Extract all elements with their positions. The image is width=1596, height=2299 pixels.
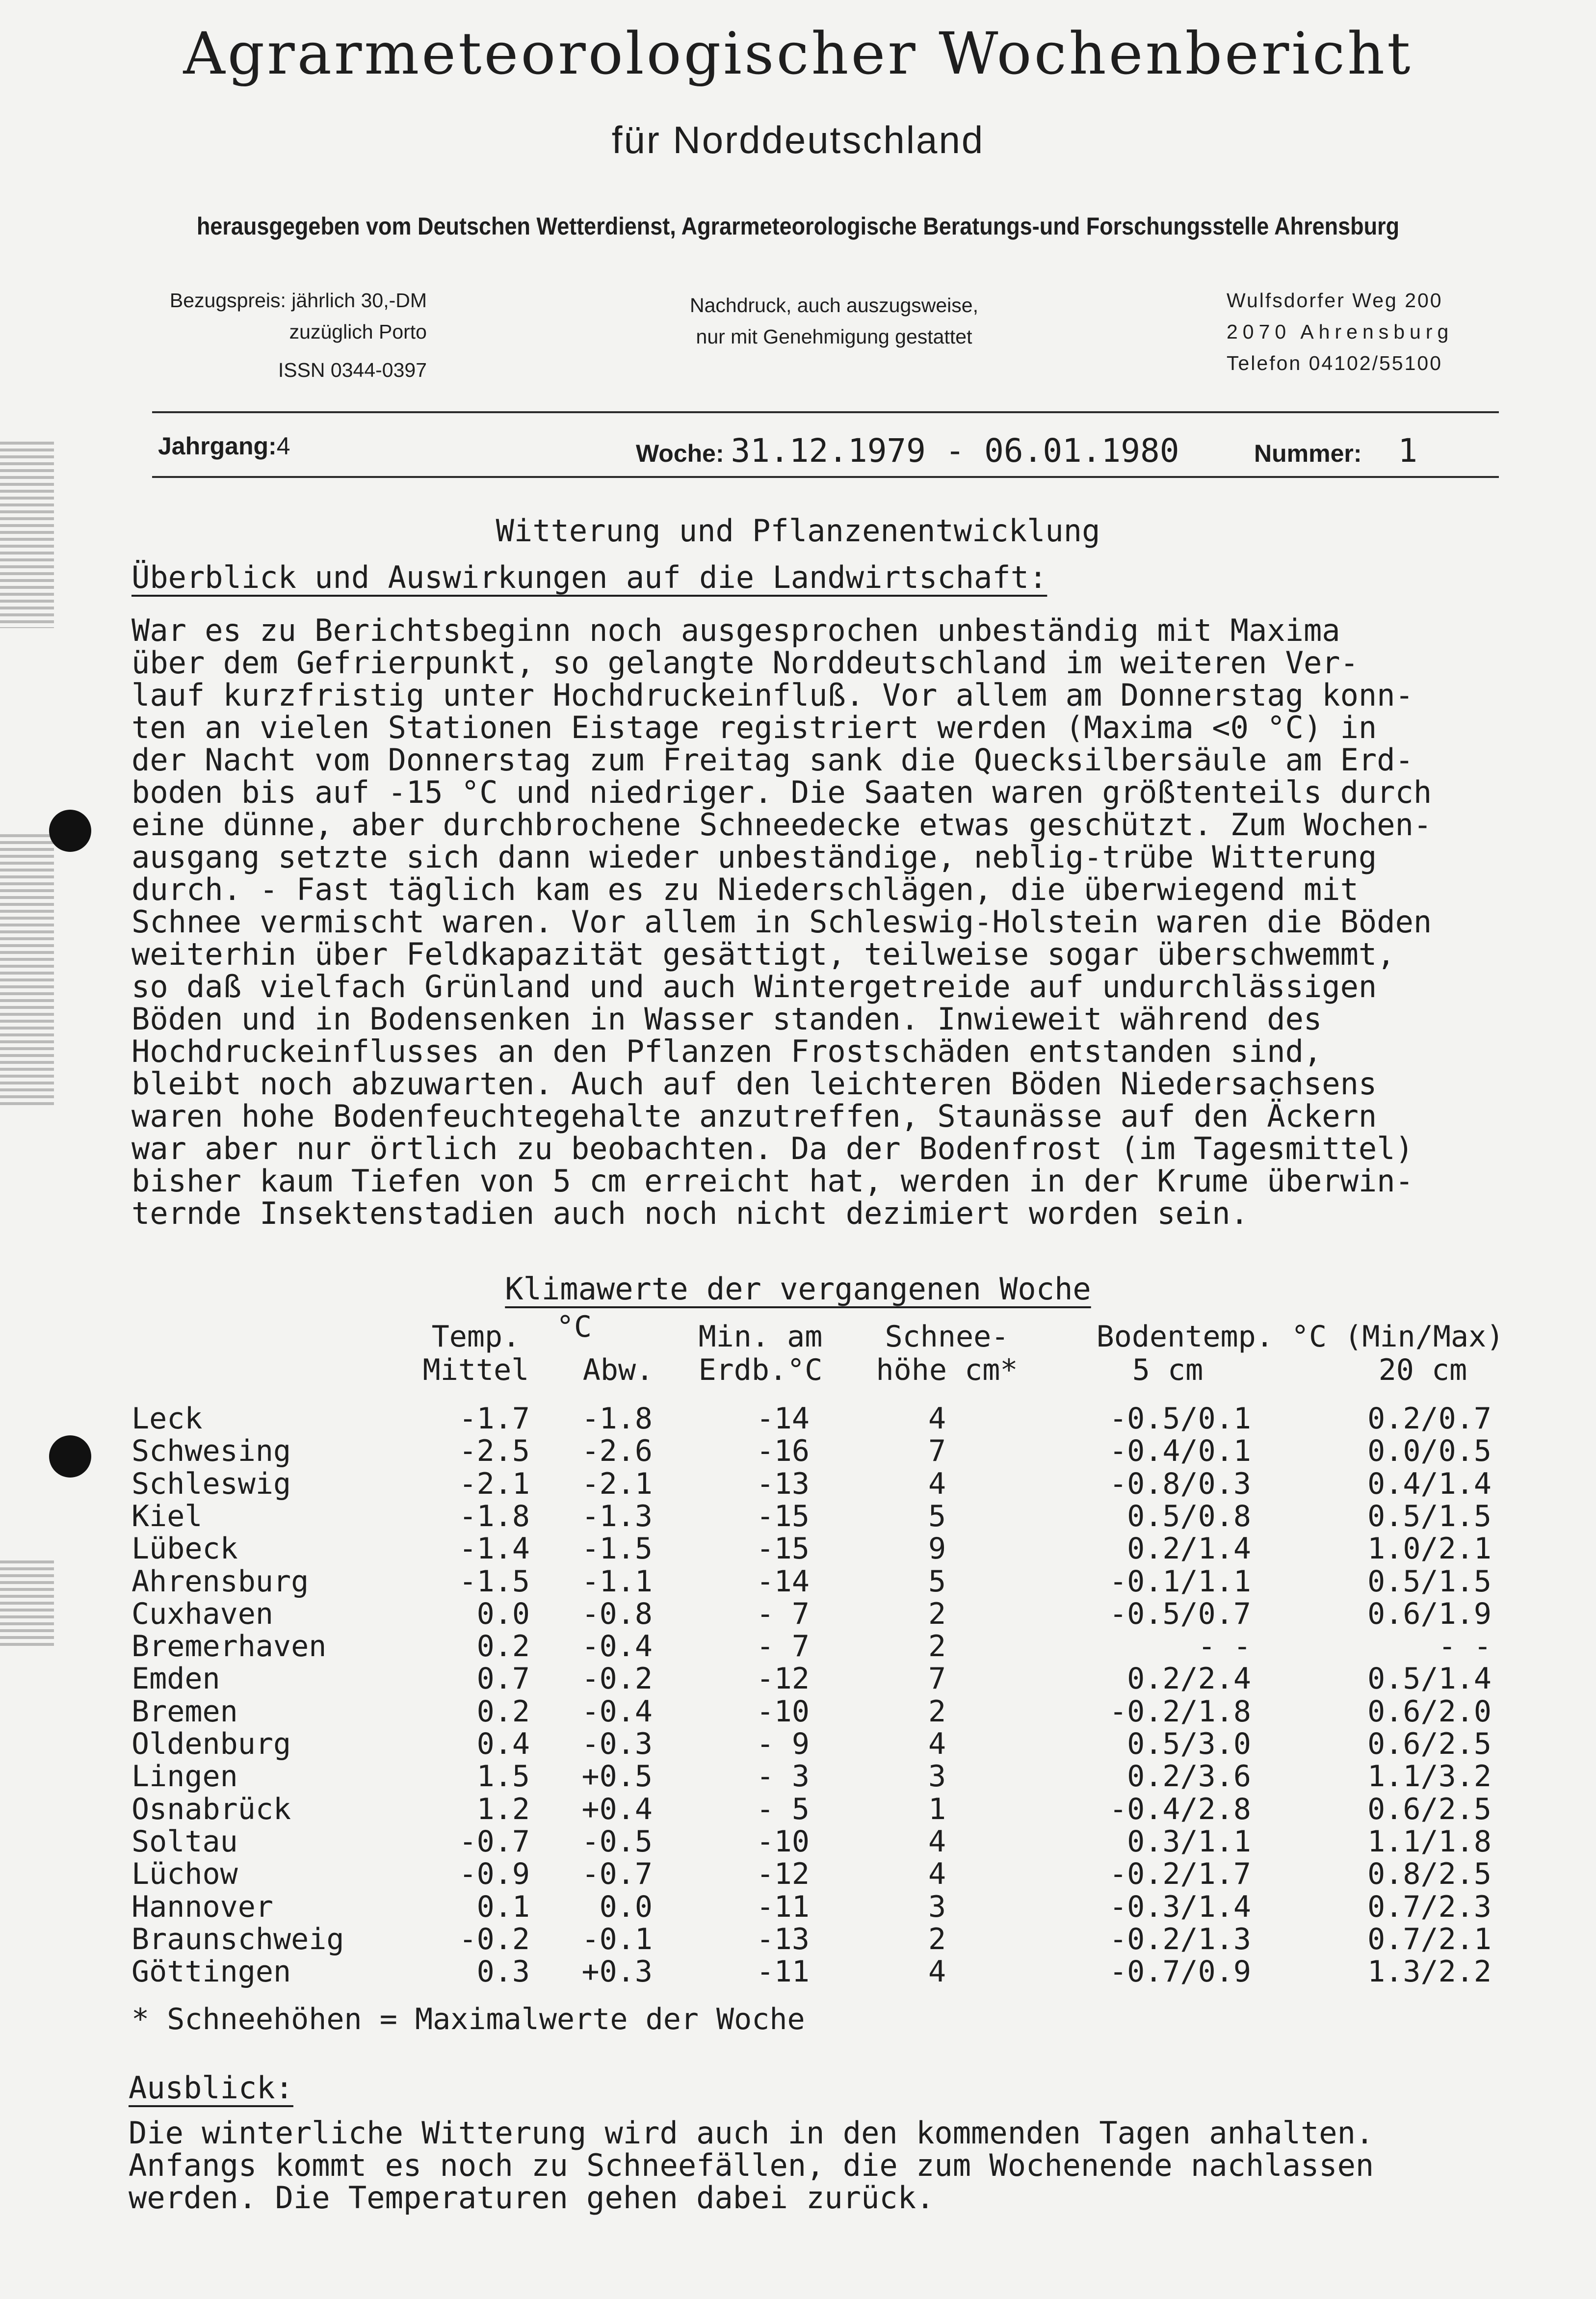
table-row [0,1533,1596,1565]
cell-b5: -0.4/2.8 [1109,1792,1251,1826]
cell-mittel: -2.1 [459,1466,530,1501]
table-row [0,1435,1596,1467]
cell-abw: -1.5 [581,1532,653,1566]
cell-schnee: 5 [928,1564,946,1599]
cell-b5: -0.2/1.3 [1109,1922,1251,1956]
col-soil-label: Bodentemp. °C (Min/Max) [1096,1320,1504,1354]
cell-mittel: 0.3 [476,1955,530,1989]
cell-abw: +0.5 [581,1759,653,1794]
address-block [1227,285,1491,379]
cell-min: -10 [756,1824,810,1859]
cell-b20: 0.8/2.5 [1367,1857,1491,1892]
cell-station: Bremerhaven [131,1629,327,1664]
col-temp-label: Temp. [431,1320,521,1354]
cell-station: Lübeck [131,1532,238,1566]
cell-b5: -0.1/1.1 [1109,1564,1251,1599]
cell-b20: 0.6/1.9 [1367,1596,1491,1631]
cell-schnee: 9 [928,1532,946,1566]
address-line: Telefon 04102/55100 [1227,352,1443,374]
cell-station: Schleswig [131,1466,291,1501]
cell-abw: -2.6 [581,1434,653,1469]
table-row [0,1728,1596,1760]
cell-b5: - - [1198,1629,1251,1664]
cell-abw: 0.0 [599,1889,653,1924]
col-min-unit: Erdb.°C [698,1353,823,1387]
cell-station: Lüchow [131,1857,238,1892]
cell-min: -12 [756,1662,810,1696]
reprint-line: nur mit Genehmigung gestattet [696,325,972,348]
table-row [0,1468,1596,1500]
cell-abw: -2.1 [581,1466,653,1501]
table-row [0,1565,1596,1598]
cell-b20: - - [1438,1629,1491,1664]
cell-abw: -0.4 [581,1694,653,1729]
outlook-heading: Ausblick: [129,2070,293,2106]
address-line: 2070 Ahrensburg [1227,320,1454,343]
cell-mittel: -0.7 [459,1824,530,1859]
cell-schnee: 7 [928,1662,946,1696]
woche-value: 31.12.1979 - 06.01.1980 [731,432,1179,470]
cell-min: - 9 [756,1727,810,1761]
cell-station: Oldenburg [131,1727,291,1761]
cell-schnee: 4 [928,1857,946,1892]
cell-b5: 0.5/0.8 [1127,1499,1251,1533]
cell-abw: +0.3 [581,1955,653,1989]
cell-min: - 3 [756,1759,810,1794]
cell-abw: -0.7 [581,1857,653,1892]
cell-schnee: 1 [928,1792,946,1826]
cell-b5: -0.5/0.7 [1109,1596,1251,1631]
issn: ISSN 0344-0397 [278,359,427,381]
cell-min: -15 [756,1499,810,1533]
document-subtitle: für Norddeutschland [611,118,985,161]
cell-schnee: 4 [928,1955,946,1989]
cell-b20: 0.7/2.1 [1367,1922,1491,1956]
cell-b20: 0.6/2.5 [1367,1792,1491,1826]
cell-schnee: 5 [928,1499,946,1533]
cell-mittel: -2.5 [459,1434,530,1469]
col-soil-20cm: 20 cm [1378,1353,1467,1387]
cell-station: Braunschweig [131,1922,344,1956]
cell-station: Bremen [131,1694,238,1729]
cell-b5: -0.4/0.1 [1109,1434,1251,1469]
cell-b20: 0.5/1.5 [1367,1564,1491,1599]
col-snow-label: Schnee- [885,1320,1009,1354]
cell-min: -13 [756,1922,810,1956]
col-snow-unit: höhe cm* [876,1353,1018,1387]
table-row [0,1891,1596,1923]
cell-station: Göttingen [131,1955,291,1989]
cell-mittel: 0.7 [476,1662,530,1696]
cell-schnee: 2 [928,1596,946,1631]
cell-b5: -0.2/1.7 [1109,1857,1251,1892]
nummer [1254,432,1417,470]
table-row [0,1858,1596,1890]
cell-abw: -1.3 [581,1499,653,1533]
table-row [0,1663,1596,1695]
scan-stain [0,834,54,1109]
cell-mittel: -0.2 [459,1922,530,1956]
cell-b5: 0.2/2.4 [1127,1662,1251,1696]
price-block [152,285,427,386]
cell-mittel: 0.1 [476,1889,530,1924]
price-line: Bezugspreis: jährlich 30,-DM [169,289,427,312]
price-line: zuzüglich Porto [289,320,427,343]
cell-b20: 0.7/2.3 [1367,1889,1491,1924]
cell-abw: -1.8 [581,1401,653,1436]
cell-min: - 5 [756,1792,810,1826]
section-title: Witterung und Pflanzenentwicklung [496,513,1100,549]
table-row [0,1923,1596,1955]
cell-mittel: -1.7 [459,1401,530,1436]
cell-station: Hannover [131,1889,273,1924]
cell-abw: -0.2 [581,1662,653,1696]
col-soil-5cm: 5 cm [1132,1353,1204,1387]
woche-label: Woche: [636,440,724,467]
table-row [0,1402,1596,1435]
col-min-label: Min. am [698,1320,823,1354]
cell-station: Emden [131,1662,220,1696]
col-mittel: Mittel [422,1353,529,1387]
cell-mittel: -1.5 [459,1564,530,1599]
cell-abw: -0.1 [581,1922,653,1956]
cell-abw: -0.3 [581,1727,653,1761]
overview-text: War es zu Berichtsbeginn noch ausgesprochen unbeständig mit Maxima über dem Gefrierpunkt, so gelangte Norddeutschland im weiteren Ver- lauf kurzfristig unter Hochdruckeinfluß. Vor allem am Donnerstag konn- ten an vielen Stationen Eistage registriert werden (Maxima <0 °C) in der Nacht vom Donnerstag zum Freitag sank die Quecksilbersäule am Erd- boden bis auf -15 °C und niedriger. Die Saaten waren größtenteils durch eine dünne, aber durchbrochene Schneedecke etwas geschützt. Zum Wochen- ausgang setzte sich dann wieder unbeständige, neblig-trübe Witterung durch. - Fast täglich kam es zu Niederschlägen, die überwiegend mit Schnee vermischt waren. Vor allem in Schleswig-Holstein waren die Böden weiterhin über Feldkapazität gesättigt, teilweise sogar überschwemmt, so daß vielfach Grünland und auch Wintergetreide auf undurchlässigen Böden und in Bodensenken in Wasser standen. Inwieweit während des Hochdruckeinflusses an den Pflanzen Frostschäden entstanden sind, bleibt noch abzuwarten. Auch auf den leichteren Böden Niedersachsens waren hohe Bodenfeuchtegehalte anzutreffen, Staunässe auf den Äckern war aber nur örtlich zu beobachten. Da der Bodenfrost (im Tagesmittel) bisher kaum Tiefen von 5 cm erreicht hat, werden in der Krume überwin- ternde Insektenstadien auch noch nicht dezimiert worden sein. [131,612,1432,1231]
header-rule [152,411,1499,413]
table-row [0,1793,1596,1825]
cell-schnee: 4 [928,1466,946,1501]
cell-b5: -0.7/0.9 [1109,1955,1251,1989]
cell-min: -10 [756,1694,810,1729]
nummer-label: Nummer: [1254,440,1362,467]
cell-b20: 0.0/0.5 [1367,1434,1491,1469]
table-row [0,1630,1596,1663]
cell-b5: -0.5/0.1 [1109,1401,1251,1436]
cell-min: -15 [756,1532,810,1566]
nummer-value: 1 [1398,432,1418,470]
jahrgang-value: 4 [276,432,290,460]
cell-b20: 0.5/1.4 [1367,1662,1491,1696]
cell-schnee: 2 [928,1629,946,1664]
table-row [0,1500,1596,1533]
cell-schnee: 7 [928,1434,946,1469]
table-footnote: * Schneehöhen = Maximalwerte der Woche [131,2002,805,2036]
cell-station: Kiel [131,1499,203,1533]
cell-station: Lingen [131,1759,238,1794]
cell-mittel: 1.5 [476,1759,530,1794]
cell-abw: -0.5 [581,1824,653,1859]
cell-b20: 1.1/1.8 [1367,1824,1491,1859]
cell-schnee: 2 [928,1694,946,1729]
cell-station: Ahrensburg [131,1564,309,1599]
cell-b20: 0.2/0.7 [1367,1401,1491,1436]
cell-schnee: 2 [928,1922,946,1956]
cell-min: -11 [756,1955,810,1989]
cell-min: -14 [756,1564,810,1599]
climate-heading: Klimawerte der vergangenen Woche [505,1271,1091,1307]
cell-station: Cuxhaven [131,1596,273,1631]
cell-b5: 0.3/1.1 [1127,1824,1251,1859]
cell-min: -12 [756,1857,810,1892]
cell-min: -13 [756,1466,810,1501]
cell-b20: 0.6/2.0 [1367,1694,1491,1729]
cell-b5: -0.8/0.3 [1109,1466,1251,1501]
cell-mittel: -1.4 [459,1532,530,1566]
cell-schnee: 4 [928,1727,946,1761]
cell-abw: +0.4 [581,1792,653,1826]
cell-mittel: -1.8 [459,1499,530,1533]
cell-mittel: 0.4 [476,1727,530,1761]
reprint-line: Nachdruck, auch auszugsweise, [690,294,978,317]
cell-b20: 0.4/1.4 [1367,1466,1491,1501]
cell-mittel: 0.2 [476,1694,530,1729]
cell-abw: -1.1 [581,1564,653,1599]
table-row [0,1598,1596,1630]
punch-hole [49,810,91,852]
outlook-text: Die winterliche Witterung wird auch in den kommenden Tagen anhalten. Anfangs kommt es noch zu Schneefällen, die zum Wochenende nachlassen werden. Die Temperaturen gehen dabei zurück. [129,2115,1374,2216]
cell-min: -14 [756,1401,810,1436]
cell-station: Soltau [131,1824,238,1859]
cell-b20: 1.3/2.2 [1367,1955,1491,1989]
woche [636,432,1179,470]
meta-rule [152,476,1499,478]
cell-b5: 0.2/3.6 [1127,1759,1251,1794]
publisher-line: herausgegeben vom Deutschen Wetterdienst, Agrarmeteorologische Beratungs-und Forschungsstelle Ahrensburg [196,212,1400,240]
cell-b5: 0.5/3.0 [1127,1727,1251,1761]
cell-schnee: 4 [928,1401,946,1436]
table-row [0,1955,1596,1988]
cell-min: -11 [756,1889,810,1924]
reprint-note [667,290,1001,352]
cell-min: - 7 [756,1629,810,1664]
table-row [0,1760,1596,1793]
cell-b20: 0.5/1.5 [1367,1499,1491,1533]
cell-b20: 0.6/2.5 [1367,1727,1491,1761]
cell-schnee: 4 [928,1824,946,1859]
cell-b5: -0.2/1.8 [1109,1694,1251,1729]
cell-b20: 1.0/2.1 [1367,1532,1491,1566]
cell-schnee: 3 [928,1889,946,1924]
cell-abw: -0.4 [581,1629,653,1664]
table-row [0,1825,1596,1858]
cell-b5: 0.2/1.4 [1127,1532,1251,1566]
col-temp-unit: °C [556,1310,592,1344]
overview-heading: Überblick und Auswirkungen auf die Landwirtschaft: [131,559,1047,595]
cell-min: -16 [756,1434,810,1469]
jahrgang [158,432,290,460]
table-row [0,1695,1596,1728]
col-abw: Abw. [582,1353,654,1387]
address-line: Wulfsdorfer Weg 200 [1227,289,1443,312]
cell-station: Schwesing [131,1434,291,1469]
cell-mittel: 0.0 [476,1596,530,1631]
document-title: Agrarmeteorologischer Wochenbericht [183,20,1413,87]
cell-min: - 7 [756,1596,810,1631]
jahrgang-label: Jahrgang: [158,432,277,460]
cell-abw: -0.8 [581,1596,653,1631]
cell-b20: 1.1/3.2 [1367,1759,1491,1794]
cell-station: Leck [131,1401,203,1436]
cell-schnee: 3 [928,1759,946,1794]
cell-mittel: 1.2 [476,1792,530,1826]
cell-mittel: -0.9 [459,1857,530,1892]
cell-b5: -0.3/1.4 [1109,1889,1251,1924]
cell-mittel: 0.2 [476,1629,530,1664]
cell-station: Osnabrück [131,1792,291,1826]
